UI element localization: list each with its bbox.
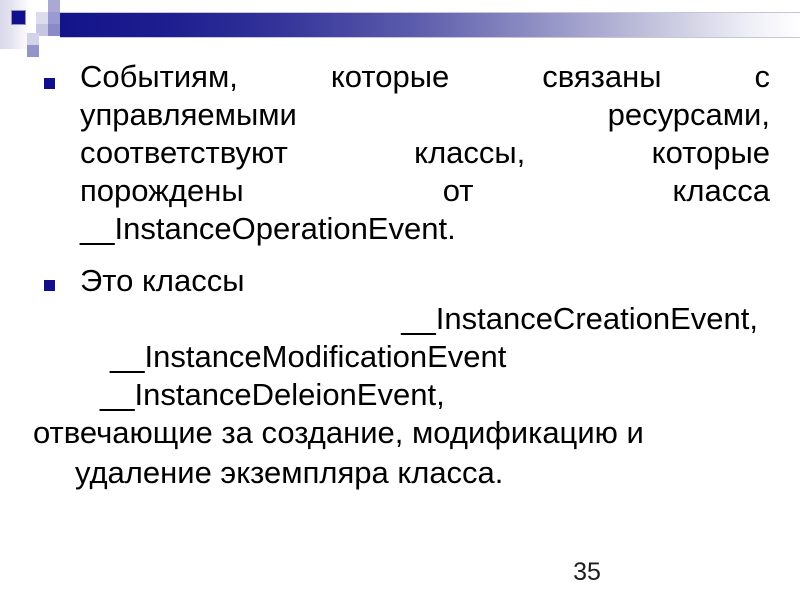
classname-instance-deletion-event: __InstanceDeleionEvent, (100, 377, 445, 412)
deco-square-lower-1 (27, 33, 39, 45)
deco-square-navy (12, 11, 25, 24)
bullet1-paragraph (80, 58, 770, 248)
header-bar (60, 12, 800, 38)
bullet1-line-5-classname: __InstanceOperationEvent. (80, 211, 456, 246)
bullet1-line-2: управляемыми ресурсами, (80, 97, 770, 132)
bullet1-line-1: Событиям, которые связаны с (80, 59, 770, 94)
classname-instance-creation-event: __InstanceCreationEvent, (401, 301, 758, 336)
bullet1-line-4: порождены от класса (80, 173, 770, 208)
bullet2-text: Это классы (80, 263, 245, 298)
closing-line-2: удаление экземпляра класса. (75, 455, 504, 490)
header-gradient-strip (0, 0, 30, 49)
deco-square-grid-2 (48, 12, 60, 24)
deco-square-grid-4 (48, 24, 60, 36)
bullet-marker-1 (44, 78, 55, 89)
classname-instance-modification-event: __InstanceModificationEvent (110, 339, 507, 374)
deco-square-top (48, 0, 60, 12)
deco-square-grid-1 (36, 12, 48, 24)
page-number: 35 (573, 558, 601, 586)
closing-line-1: отвечающие за создание, модификацию и (33, 415, 644, 450)
bullet-marker-2 (44, 280, 55, 291)
deco-square-lower-2 (27, 45, 39, 57)
bullet1-line-3: соответствуют классы, которые (80, 135, 770, 170)
